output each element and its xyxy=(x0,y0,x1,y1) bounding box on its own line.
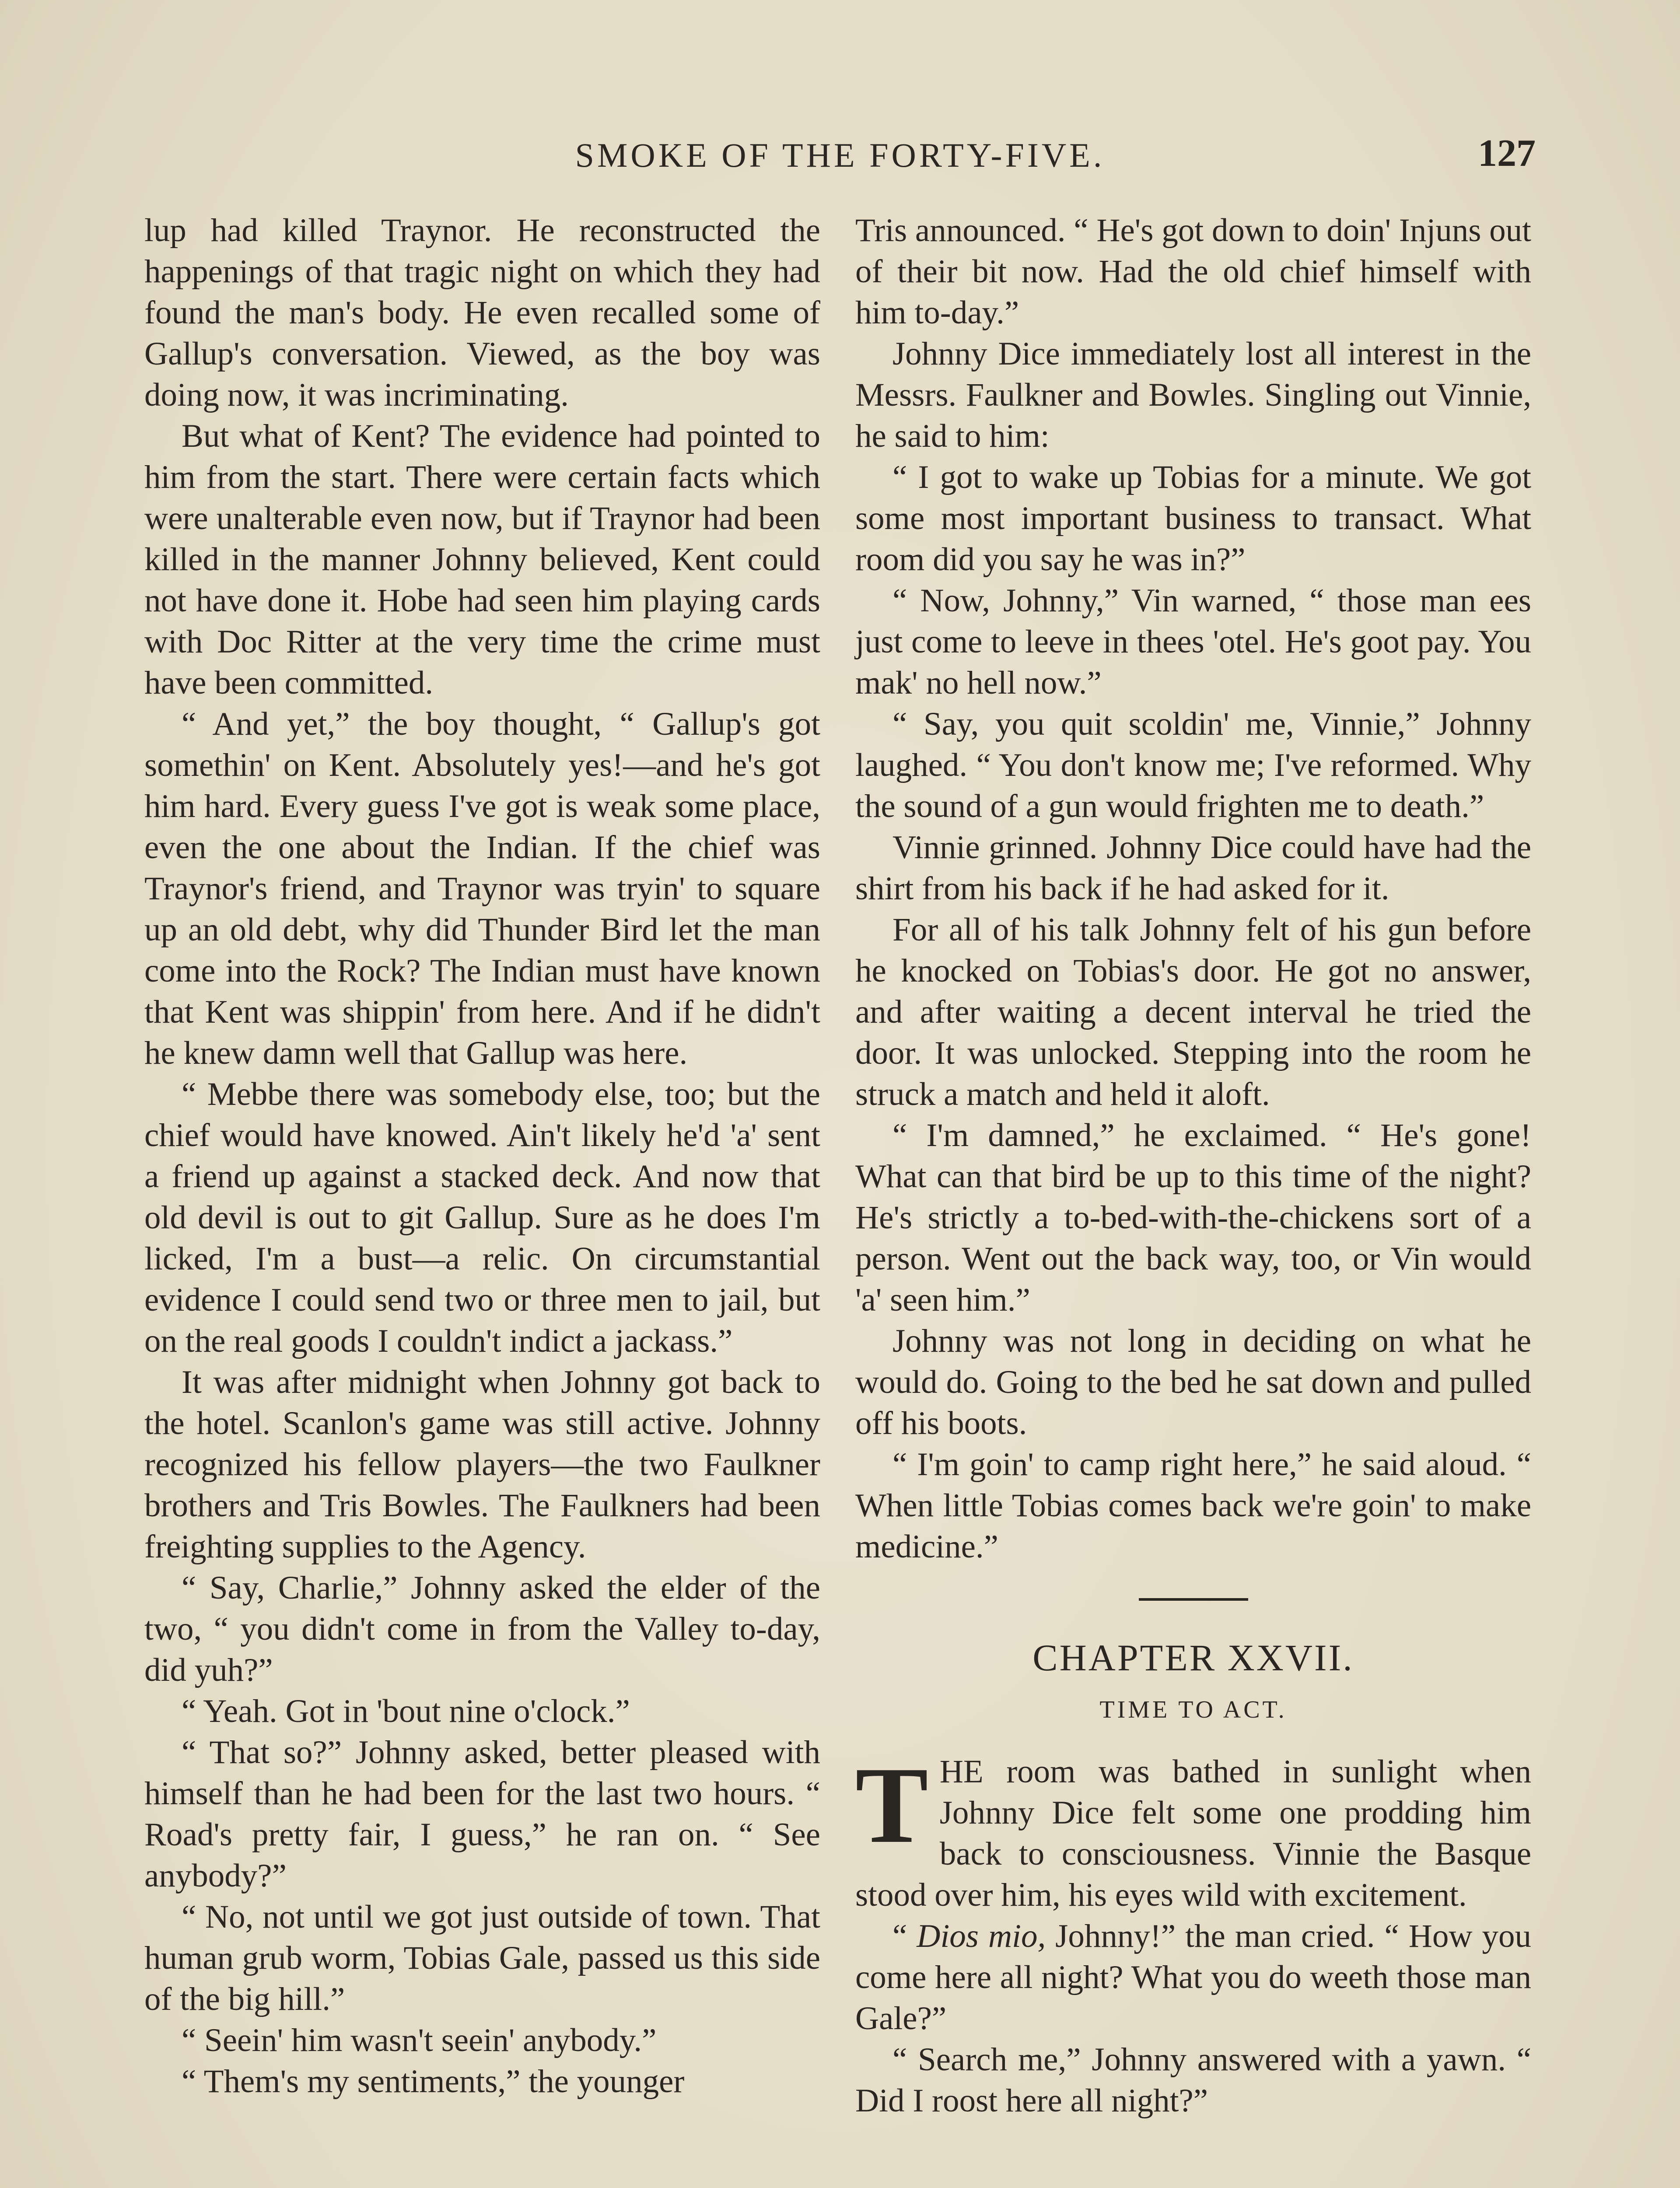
running-title: SMOKE OF THE FORTY-FIVE. xyxy=(575,136,1105,174)
paragraph: lup had killed Traynor. He reconstructed the happenings of that tragic night on which they had found the man's body. He even recalled some of Gallup's conversation. Viewed, as the boy was doing now, it was incriminating. xyxy=(144,212,820,413)
page-header xyxy=(144,131,1536,179)
paragraph: Tris announced. “ He's got down to doin' Injuns out of their bit now. Had the old chief himself with him to-day.” xyxy=(855,212,1532,331)
opening-text: HE room was bathed in sunlight when Johnny Dice felt some one prodding him back to consciousness. Vinnie the Basque stood over him, his eyes wild with excitement. xyxy=(855,1753,1531,1913)
italic-phrase: Dios mio, xyxy=(917,1918,1046,1954)
chapter-heading: CHAPTER XXVII. xyxy=(1032,1637,1354,1679)
paragraph: For all of his talk Johnny felt of his gun before he knocked on Tobias's door. He got no answer, and after waiting a decent interval he tried the door. It was unlocked. Stepping into the room he struck a match and held it aloft. xyxy=(855,912,1531,1112)
chapter-opening-paragraph xyxy=(855,1745,1531,1916)
drop-cap: T xyxy=(855,1745,928,1866)
paragraph: “ I'm damned,” he exclaimed. “ He's gone! What can that bird be up to this time of the night? He's strictly a to-bed-with-the-chickens sort of a person. Went out the back way, too, or Vin would 'a' seen him.” xyxy=(855,1117,1531,1318)
paragraph: “ Say, Charlie,” Johnny asked the elder of the two, “ you didn't come in from the Valley to-day, did yuh?” xyxy=(144,1570,820,1688)
right-column xyxy=(855,210,1531,2121)
paragraph: “ Yeah. Got in 'bout nine o'clock.” xyxy=(182,1693,630,1729)
paragraph: “ Say, you quit scoldin' me, Vinnie,” Johnny laughed. “ You don't know me; I've reformed. Why the sound of a gun would frighten me to death.” xyxy=(855,706,1531,824)
paragraph-text: Johnny!” the man cried. “ How you come here all night? What you do weeth those man Gale?” xyxy=(855,1918,1532,2037)
paragraph: It was after midnight when Johnny got back to the hotel. Scanlon's game was still active. Johnny recognized his fellow players—the two Faulkner brothers and Tris Bowles. The Faulkners had been freighting supplies to the Agency. xyxy=(144,1364,820,1565)
paragraph: “ Seein' him wasn't seein' anybody.” xyxy=(182,2022,657,2058)
section-divider xyxy=(1139,1598,1248,1601)
paragraph: “ That so?” Johnny asked, better pleased with himself than he had been for the last two hours. “ Road's pretty fair, I guess,” he ran on. “ See anybody?” xyxy=(144,1734,820,1894)
paragraph: “ No, not until we got just outside of town. That human grub worm, Tobias Gale, passed us this side of the big hill.” xyxy=(144,1899,820,2017)
paragraph: Johnny Dice immediately lost all interest in the Messrs. Faulkner and Bowles. Singling out Vinnie, he said to him: xyxy=(855,336,1531,454)
paragraph: “ Search me,” Johnny answered with a yawn. “ Did I roost here all night?” xyxy=(855,2041,1531,2119)
left-column xyxy=(144,210,820,2102)
paragraph: “ Mebbe there was somebody else, too; but the chief would have knowed. Ain't likely he'd 'a' sent a friend up against a stacked deck. And now that old devil is out to git Gallup. Sure as he does I'm licked, I'm a bust—a relic. On circumstantial evidence I could send two or three men to jail, but on the real goods I couldn't indict a jackass.” xyxy=(144,1076,820,1359)
paragraph: Johnny was not long in deciding on what he would do. Going to the bed he sat down and pulled off his boots. xyxy=(855,1323,1531,1441)
paragraph: “ Dios mio, Johnny!” the man cried. “ How you come here all night? What you do weeth those man Gale?” xyxy=(855,1918,1532,2037)
page-number: 127 xyxy=(1478,132,1536,175)
paragraph: “ Now, Johnny,” Vin warned, “ those man ees just come to leeve in thees 'otel. He's goot pay. You mak' no hell now.” xyxy=(855,582,1531,701)
paragraph: But what of Kent? The evidence had pointed to him from the start. There were certain facts which were unalterable even now, but if Traynor had been killed in the manner Johnny believed, Kent could not have done it. Hobe had seen him playing cards with Doc Ritter at the very time the crime must have been committed. xyxy=(144,418,820,701)
paragraph: “ And yet,” the boy thought, “ Gallup's got somethin' on Kent. Absolutely yes!—and he's got him hard. Every guess I've got is weak some place, even the one about the Indian. If the chief was Traynor's friend, and Traynor was tryin' to square up an old debt, why did Thunder Bird let the man come into the Rock? The Indian must have known that Kent was shippin' from here. And if he didn't he knew damn well that Gallup was here. xyxy=(144,706,820,1071)
paragraph: “ I'm goin' to camp right here,” he said aloud. “ When little Tobias comes back we're goin' to make medicine.” xyxy=(855,1446,1531,1565)
paragraph: “ I got to wake up Tobias for a minute. We got some most important business to transact. What room did you say he was in?” xyxy=(855,459,1531,578)
chapter-subtitle: TIME TO ACT. xyxy=(1099,1696,1287,1723)
paragraph: Vinnie grinned. Johnny Dice could have had the shirt from his back if he had asked for it. xyxy=(855,829,1531,907)
paragraph: “ Them's my sentiments,” the younger xyxy=(182,2063,685,2100)
